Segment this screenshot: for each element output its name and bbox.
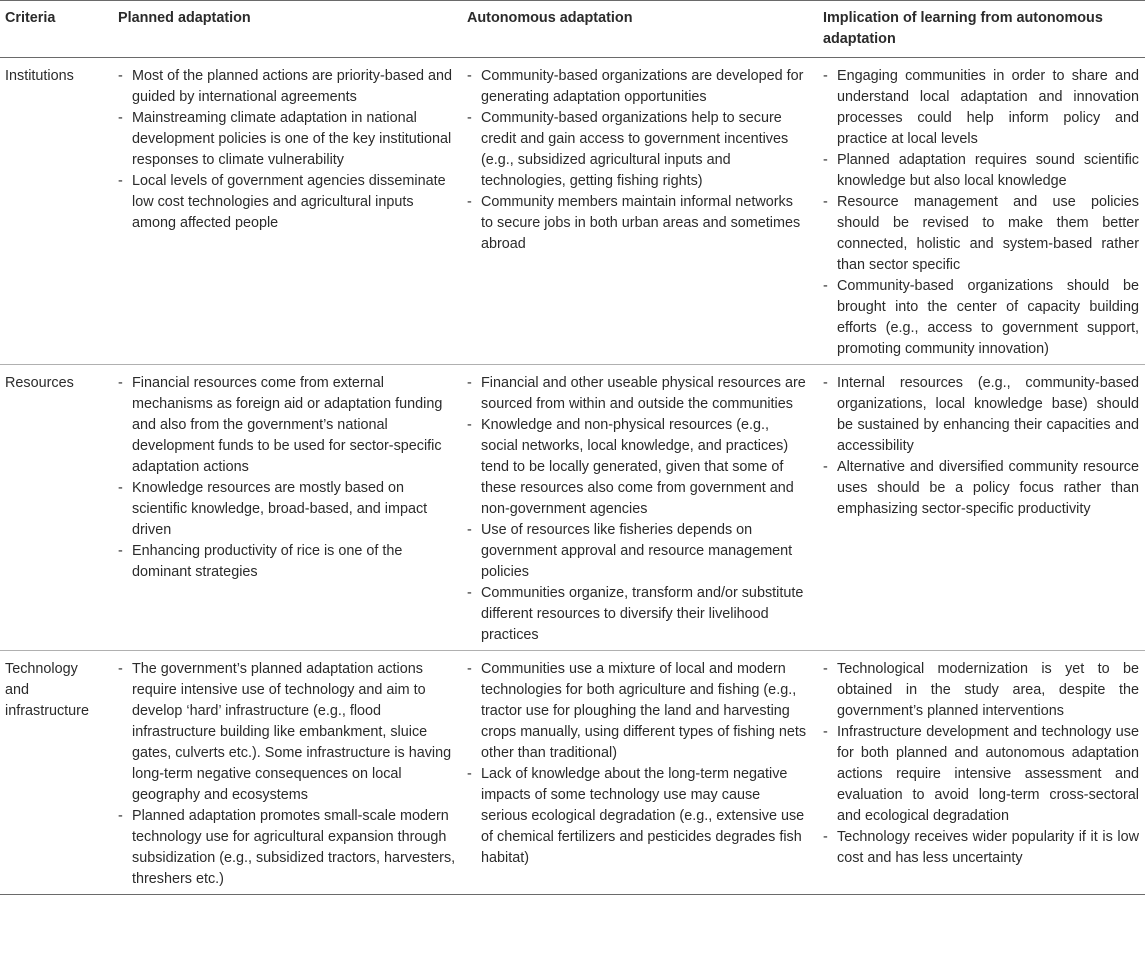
criteria-cell: Resources xyxy=(0,365,109,651)
list-item: - Community-based organizations are developed for generating adaptation opportunities xyxy=(467,66,808,108)
list-item: - Technological modernization is yet to be obtained in the study area, despite the government’s planned interventions xyxy=(823,659,1139,722)
list-item: - Communities use a mixture of local and modern technologies for both agriculture and fishing (e.g., tractor use for ploughing the land and harvesting crops manually, using different types of fishing nets other than traditional) xyxy=(467,659,808,764)
bullet-list xyxy=(118,373,456,583)
autonomous-cell xyxy=(462,651,814,895)
autonomous-cell xyxy=(462,365,814,651)
list-item: - Engaging communities in order to share and understand local adaptation and innovation processes could help inform policy and practice at local levels xyxy=(823,66,1139,150)
list-item: - Knowledge and non-physical resources (e.g., social networks, local knowledge, and practices) tend to be locally generated, given that some of these resources also come from government and non-government agencies xyxy=(467,415,808,520)
bullet-list xyxy=(823,66,1139,360)
bullet-list xyxy=(467,66,808,255)
header-row xyxy=(0,1,1145,58)
list-item: - The government’s planned adaptation actions require intensive use of technology and aim to develop ‘hard’ infrastructure (e.g., flood infrastructure building like embankment, sluice gates, culverts etc.). Some infrastructure is having long-term negative consequences on local geography and ecosystems xyxy=(118,659,456,806)
planned-cell xyxy=(109,58,462,365)
header-implication: Implication of learning from autonomous adaptation xyxy=(814,1,1145,58)
list-item: - Alternative and diversified community resource uses should be a policy focus rather than emphasizing sector-specific productivity xyxy=(823,457,1139,520)
header-autonomous-adaptation: Autonomous adaptation xyxy=(462,1,814,58)
criteria-cell: Technology and infrastructure xyxy=(0,651,109,895)
list-item: - Community-based organizations help to secure credit and gain access to government incentives (e.g., subsidized agricultural inputs and technologies, getting fishing rights) xyxy=(467,108,808,192)
implication-cell xyxy=(814,651,1145,895)
table-header xyxy=(0,1,1145,58)
list-item: - Financial resources come from external mechanisms as foreign aid or adaptation funding and also from the government’s national development funds to be used for sector-specific adaptation actions xyxy=(118,373,456,478)
list-item: - Planned adaptation requires sound scientific knowledge but also local knowledge xyxy=(823,150,1139,192)
list-item: - Knowledge resources are mostly based on scientific knowledge, broad-based, and impact driven xyxy=(118,478,456,541)
bullet-list xyxy=(118,66,456,234)
planned-cell xyxy=(109,365,462,651)
list-item: - Mainstreaming climate adaptation in national development policies is one of the key institutional responses to climate vulnerability xyxy=(118,108,456,171)
bullet-list xyxy=(823,659,1139,869)
list-item: - Financial and other useable physical resources are sourced from within and outside the communities xyxy=(467,373,808,415)
planned-cell xyxy=(109,651,462,895)
table-row xyxy=(0,365,1145,651)
bullet-list xyxy=(118,659,456,890)
list-item: - Community members maintain informal networks to secure jobs in both urban areas and sometimes abroad xyxy=(467,192,808,255)
table-row xyxy=(0,651,1145,895)
list-item: - Lack of knowledge about the long-term negative impacts of some technology use may cause serious ecological degradation (e.g., extensive use of chemical fertilizers and pesticides degrades fish habitat) xyxy=(467,764,808,869)
list-item: - Internal resources (e.g., community-based organizations, local knowledge base) should be sustained by enhancing their capacities and accessibility xyxy=(823,373,1139,457)
list-item: - Planned adaptation promotes small-scale modern technology use for agricultural expansion through subsidization (e.g., subsidized tractors, harvesters, threshers etc.) xyxy=(118,806,456,890)
table-row xyxy=(0,58,1145,365)
list-item: - Use of resources like fisheries depends on government approval and resource management policies xyxy=(467,520,808,583)
bullet-list xyxy=(467,659,808,869)
criteria-cell: Institutions xyxy=(0,58,109,365)
table-body xyxy=(0,58,1145,895)
list-item: - Infrastructure development and technology use for both planned and autonomous adaptation actions require intensive assessment and evaluation to avoid long-term cross-sectoral and ecological degradation xyxy=(823,722,1139,827)
list-item: - Resource management and use policies should be revised to make them better connected, holistic and system-based rather than sector specific xyxy=(823,192,1139,276)
list-item: - Communities organize, transform and/or substitute different resources to diversify their livelihood practices xyxy=(467,583,808,646)
header-planned-adaptation: Planned adaptation xyxy=(109,1,462,58)
bullet-list xyxy=(823,373,1139,520)
list-item: - Technology receives wider popularity if it is low cost and has less uncertainty xyxy=(823,827,1139,869)
list-item: - Most of the planned actions are priority-based and guided by international agreements xyxy=(118,66,456,108)
bullet-list xyxy=(467,373,808,646)
list-item: - Enhancing productivity of rice is one of the dominant strategies xyxy=(118,541,456,583)
list-item: - Local levels of government agencies disseminate low cost technologies and agricultural inputs among affected people xyxy=(118,171,456,234)
header-criteria: Criteria xyxy=(0,1,109,58)
list-item: - Community-based organizations should be brought into the center of capacity building efforts (e.g., access to government support, promoting community innovation) xyxy=(823,276,1139,360)
autonomous-cell xyxy=(462,58,814,365)
implication-cell xyxy=(814,365,1145,651)
implication-cell xyxy=(814,58,1145,365)
